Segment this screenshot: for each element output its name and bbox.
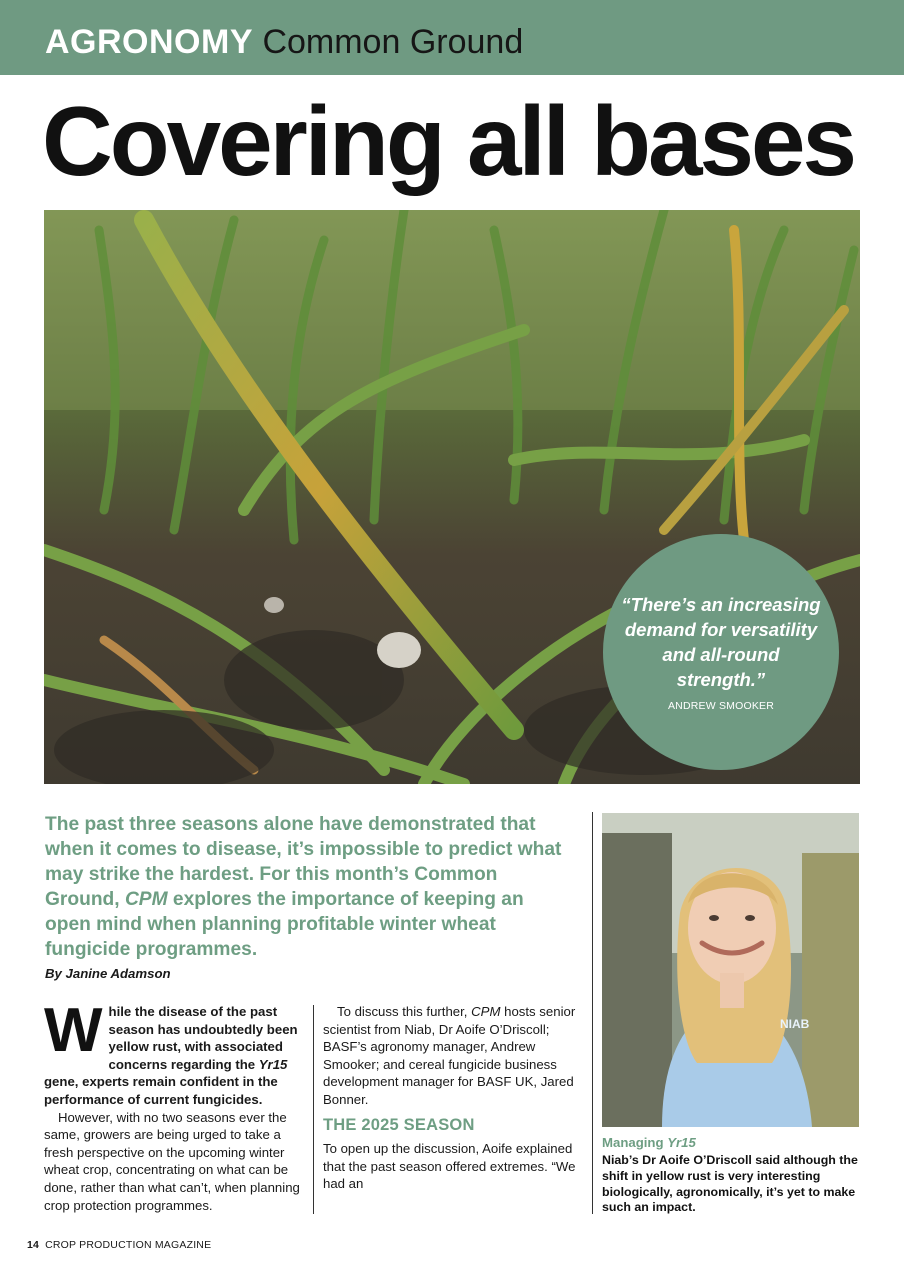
section-name: AGRONOMY [45, 23, 253, 61]
lead-text-1: hile the disease of the past season has undoubtedly been yellow rust, with associated concerns regarding the [108, 1004, 298, 1072]
publication-name: CROP PRODUCTION MAGAZINE [45, 1239, 212, 1251]
section-banner [0, 0, 904, 75]
caption-body: Niab’s Dr Aoife O’Driscoll said although the shift in yellow rust is very interesting biologically, agronomically, it’s yet to make such an impact. [602, 1153, 858, 1215]
caption-title [602, 1135, 696, 1150]
lead-text-2: gene, experts remain confident in the performance of current fungicides. [44, 1074, 278, 1107]
standfirst-text-1: The past three seasons alone have demonstrated that when it comes to disease, it’s impossible to predict what may strike the hardest. For this month’s Common Ground, [45, 814, 562, 910]
column-divider [313, 1005, 314, 1214]
caption-title-text: Managing [602, 1135, 668, 1150]
caption-title-emphasis: Yr15 [667, 1135, 696, 1150]
para3-text-1: To discuss this further, [337, 1004, 472, 1019]
page-number: 14 [27, 1239, 40, 1251]
sidebar-divider [592, 812, 593, 1214]
section-label [45, 22, 523, 62]
byline: By Janine Adamson [45, 966, 171, 981]
para3-text-2: hosts senior scientist from Niab, Dr Aoife O’Driscoll; BASF’s agronomy manager, Andrew Smooker; and cereal fungicide business development manager for BASF UK, Jared Bonner. [323, 1004, 576, 1107]
section-subhead: THE 2025 SEASON [323, 1115, 475, 1134]
standfirst-emphasis: CPM [124, 889, 168, 910]
standfirst-text-2: explores the importance of keeping an open mind when planning profitable winter wheat fungicide programmes. [45, 889, 524, 960]
portrait-photo [602, 813, 859, 1127]
body-column-1 [44, 996, 302, 1214]
series-name: Common Ground [262, 23, 524, 61]
body-column-2 [323, 1003, 581, 1193]
lead-paragraph [44, 996, 302, 1109]
pull-quote [603, 534, 839, 770]
page-footer [27, 1239, 211, 1251]
body-paragraph-3 [323, 1003, 581, 1109]
lead-emphasis: Yr15 [258, 1056, 288, 1072]
standfirst [45, 812, 565, 962]
shirt-logo: NIAB [780, 1017, 810, 1031]
body-paragraph-2: However, with no two seasons ever the same, growers are being urged to take a fresh perspective on the upcoming winter wheat crop, concentrating on what can be done, rather than what can’t, when planning crop protection programmes. [44, 1109, 300, 1213]
body-paragraph-4: To open up the discussion, Aoife explained that the past season offered extremes. “We had an [323, 1141, 576, 1192]
page-title: Covering all bases [42, 86, 855, 196]
drop-cap: W [44, 996, 103, 1065]
pull-quote-attribution: ANDREW SMOOKER [667, 700, 775, 712]
portrait-illustration [602, 813, 859, 1127]
para3-emphasis: CPM [471, 1004, 501, 1019]
pull-quote-text: “There’s an increasing demand for versatility and all-round strength.” [621, 594, 821, 690]
